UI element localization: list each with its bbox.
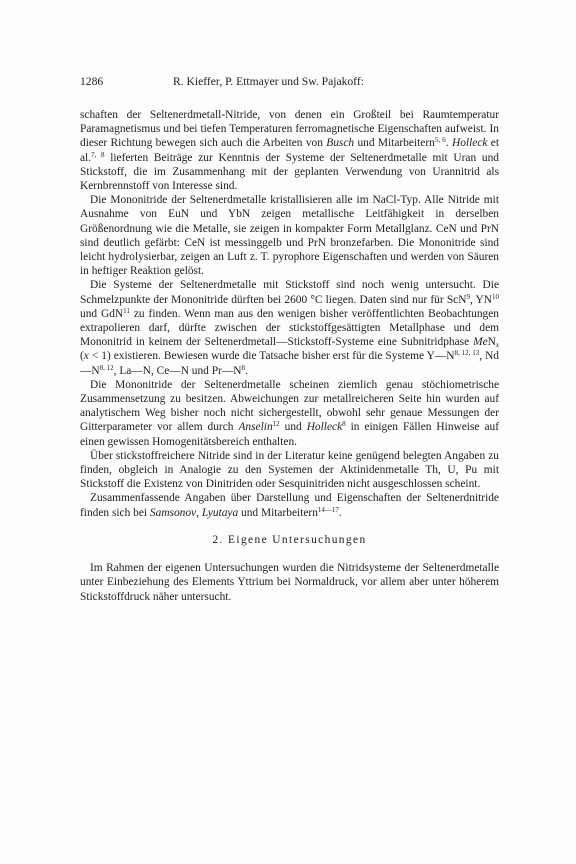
author-name: Holleck [306,421,343,434]
text: < 1) existieren. Bewiesen wurde die Tatsache bisher erst für die Systeme Y—N [88,350,455,363]
text: , YN [469,293,492,306]
running-title: R. Kieffer, P. Ettmayer und Sw. Pajakoff: [173,75,364,88]
text: Die Systeme der Seltenerdmetalle mit Stickstoff sind noch wenig untersucht. Die Schmelzpunkte der Mononitride dürften bei 2600 °C liegen. Daten sind nur für ScN [80,279,499,306]
text: . [445,137,453,150]
reference-marker: 8, 12 [99,363,114,372]
reference-marker: 9 [466,292,470,301]
reference-marker: 8 [342,420,346,429]
reference-marker: 7, 8 [91,150,105,159]
author-name: Busch [326,137,355,150]
text: Die Mononitride der Seltenerdmetalle scheinen ziemlich genau stöchiometrische Zusammensetzung zu besitzen. Abweichungen zur metallreicheren Seite hin wurden auf analytischem Weg bisher noch nicht sichergestellt, obwohl sehr genaue Messungen der Gitterparameter vor allem durch [80,378,499,434]
text: . [338,506,342,519]
text: zu finden. Wenn man aus den wenigen bisher veröffentlichten Beobachtungen extrapolieren darf, dürfte zwischen der stickstoffgesättigten Metallphase und dem Mononitrid in keinem der Seltenerdmetall—Stickstoff-Systeme eine Subnitridphase [80,307,499,349]
paragraph-4 [80,378,499,449]
reference-marker: 14—17 [317,505,339,514]
body-text [80,108,499,604]
author-name: Lyutaya [201,506,239,519]
paragraph-5 [80,449,499,492]
text: ( [80,350,84,363]
reference-marker: 8 [241,363,245,372]
reference-marker: 11 [123,306,130,315]
paragraph-3 [80,278,499,377]
text: et al. [80,137,500,164]
reference-marker: 5, 6 [434,136,446,145]
author-name: Samsonov [149,506,197,519]
page-number: 1286 [80,75,104,88]
text: Über stickstoffreichere Nitride sind in der Literatur keine genügend belegten Angaben zu finden, obgleich in Analogie zu den Systemen der Aktinidenmetalle Th, U, Pu mit Stickstoff die Existenz von Dinitriden oder Sesquinitriden nicht ausgeschlossen scheint. [80,449,499,491]
text: Zusammenfassende Angaben über Darstellung und Eigenschaften der Seltenerdnitride finden sich bei [80,492,499,519]
text: Im Rahmen der eigenen Untersuchungen wurden die Nitridsysteme der Seltenerdmetalle unter Einbeziehung des Elements Yttrium bei Normaldruck, vor allem aber unter höherem Stickstoffdruck näher untersucht. [80,562,499,603]
text: , La—N, Ce—N und Pr—N [113,364,242,377]
paragraph-2 [80,193,499,278]
reference-marker: 10 [492,292,499,301]
text: schaften der Seltenerdmetall-Nitride, von denen ein Großteil bei Raumtemperatur Paramagnetismus und bei tiefen Temperaturen ferromagnetische Eigenschaften aufweist. In dieser Richtung bewegen sich auch die Arbeiten von [80,109,499,150]
text: N [487,336,496,349]
author-name: Holleck [452,137,488,150]
paragraph-7 [80,561,499,604]
text: lieferten Beiträge zur Kenntnis der Systeme der Seltenerdmetalle mit Uran und Stickstoff, die im Zusammenhang mit der geplanten Verwendung von Urannitrid als Kernbrennstoff von Interesse sind. [80,151,500,193]
text: und [279,421,307,434]
section-heading: 2. Eigene Untersuchungen [212,533,367,546]
text: und Mitarbeitern [354,137,435,150]
text: . [244,364,248,377]
reference-marker: 8, 12, 13 [454,349,480,358]
text: Die Mononitride der Seltenerdmetalle kristallisieren alle im NaCl-Typ. Alle Nitride mit Ausnahme von EuN und YbN zeigen metallische Leitfähigkeit in derselben Größenordnung wie die Metalle, sie zeigen in kompakter Form Metallglanz. CeN und PrN sind deutlich gefärbt: CeN ist messinggelb und PrN bronzefarben. Die Mononitride sind leicht hydrolysierbar, zeigen an Luft z. T. pyrophore Eigenschaften und werden von Säuren in heftiger Reaktion gelöst. [80,194,499,278]
formula-symbol: Me [473,336,488,349]
text: und Mitarbeitern [238,506,318,519]
text: , Nd—N [80,350,499,377]
formula-subscript: x [495,341,499,350]
text: in einigen Fällen Hinweise auf einen gewissen Homogenitätsbereich enthalten. [80,421,499,448]
reference-marker: 12 [272,420,280,429]
text: , [196,506,202,519]
text: und GdN [80,307,124,320]
paragraph-6 [80,491,499,519]
formula-variable: x [83,350,89,363]
author-name: Anselin [238,421,273,434]
paragraph-1 [80,108,499,193]
